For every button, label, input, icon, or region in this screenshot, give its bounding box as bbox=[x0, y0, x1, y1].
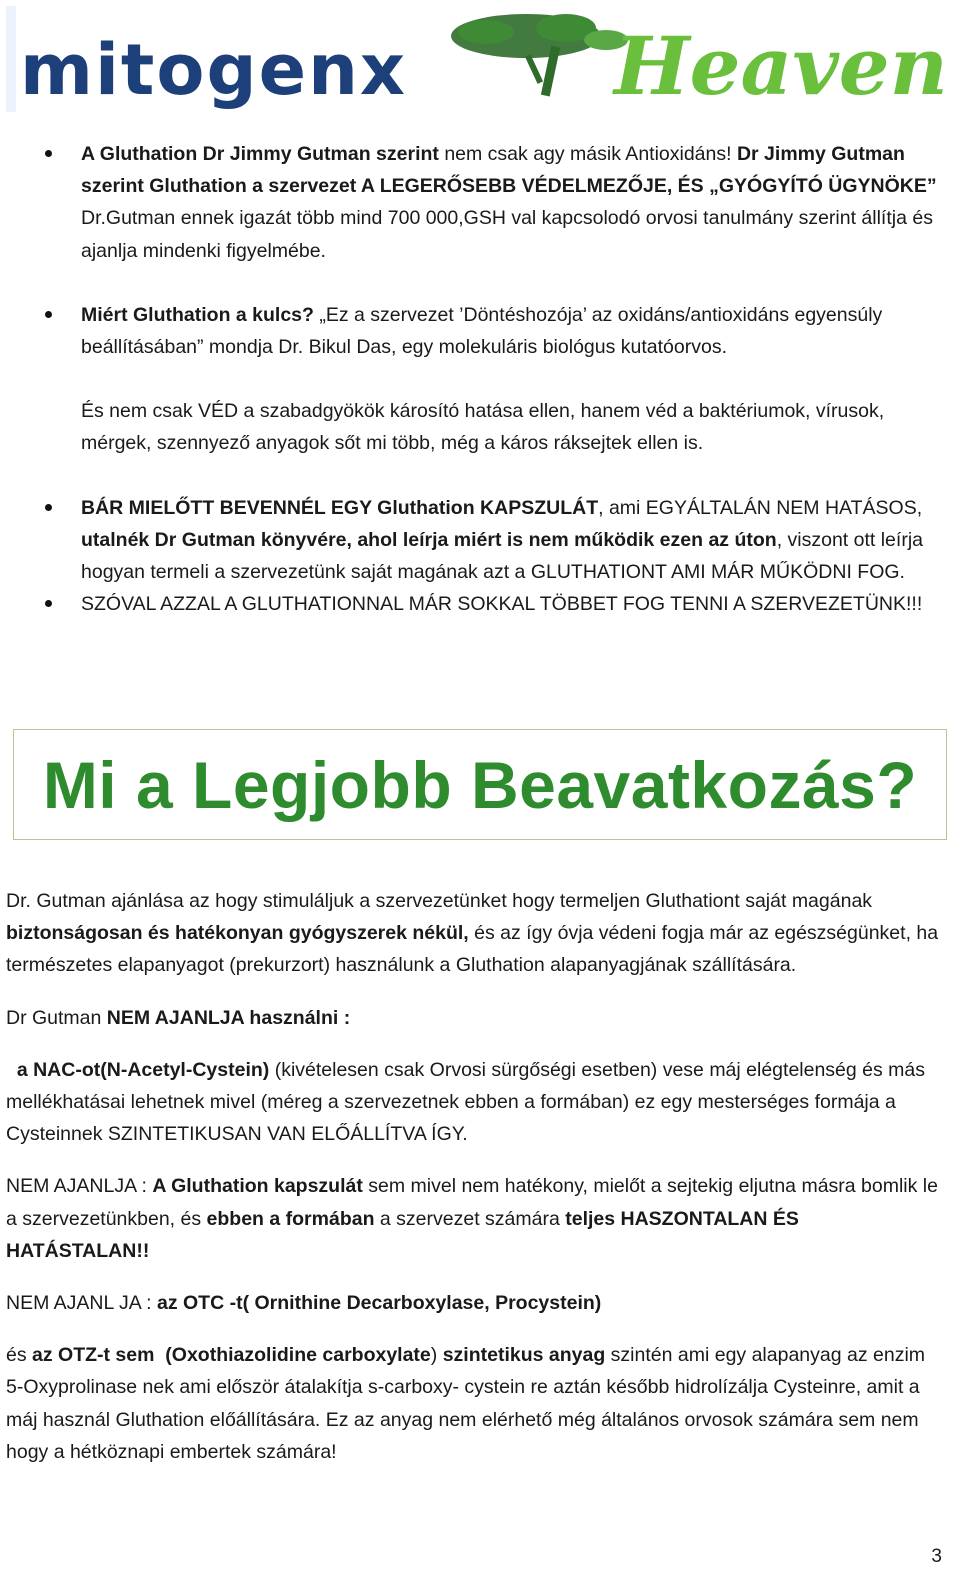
text-bold: NEM AJANLJA használni : bbox=[106, 1006, 351, 1029]
text-bold: BÁR MIELŐTT BEVENNÉL EGY Gluthation KAPSZULÁT bbox=[81, 496, 599, 519]
text: ) bbox=[430, 1344, 443, 1367]
text-bold: A Gluthation Dr Jimmy Gutman szerint bbox=[81, 143, 439, 165]
text: NEM AJANLJA : bbox=[6, 1175, 153, 1198]
text: sem mivel nem hatékony, mielőt a sejtekig eljutna másra bomlik le a szervezetünkben, és bbox=[6, 1175, 938, 1230]
text-bold: Miért Gluthation a kulcs? bbox=[81, 303, 314, 326]
text-bold: szintetikus anyag bbox=[442, 1344, 606, 1367]
text: „Ez a szervezet ’Döntéshozója’ az oxidáns/antioxidáns egyensúly beállításában” mondja Dr. Bikul Das, egy molekuláris biológus kutatóorvos. bbox=[81, 303, 883, 359]
text: Dr.Gutman ennek igazát több mind 700 000,GSH val kapcsolodó orvosi tanulmány szerint állítja és ajanlja mindenki figyelmébe. bbox=[81, 207, 933, 262]
text: , viszont ott leírja hogyan termeli a szervezetünk saját magának azt a GLUTHATIONT AMI MÁR MŰKÖDNI FOG. bbox=[81, 528, 923, 584]
text-bold: (Oxothiazolidine carboxylate bbox=[165, 1344, 431, 1367]
text-bold: az OTC -t( Ornithine Decarboxylase, Procystein) bbox=[157, 1292, 602, 1315]
page-heading: Mi a Legjobb Beavatkozás? bbox=[42, 748, 918, 822]
paragraph bbox=[6, 1287, 946, 1319]
list-item-continuation bbox=[0, 395, 960, 459]
text: (kivételesen csak Orvosi sürgőségi esetben) vese máj elégtelenség és más mellékhatásai lehetnek mivel (méreg a szervezetnek ebben a formában) ez egy mesterséges formája a Cysteinnek SZINTETIKUSAN VAN ELŐÁLLÍTVA ÍGY. bbox=[6, 1058, 926, 1146]
page-number: 3 bbox=[931, 1546, 942, 1567]
text: , ami EGYÁLTALÁN NEM HATÁSOS, bbox=[598, 496, 923, 519]
text: a szervezet számára bbox=[374, 1207, 566, 1230]
text-bold: biztonságosan és hatékonyan gyógyszerek nékül, bbox=[6, 922, 469, 945]
text: Dr Gutman bbox=[6, 1006, 107, 1029]
text-bold: utalnék Dr Gutman könyvére, ahol leírja miért is nem működik ezen az úton bbox=[81, 528, 777, 551]
bullet-list bbox=[0, 138, 960, 620]
text: És nem csak VÉD a szabadgyökök károsító hatása ellen, hanem véd a baktériumok, vírusok, mérgek, szennyező anyagok sőt mi több, még a káros ráksejtek ellen is. bbox=[81, 400, 885, 455]
text-bold: Dr Jimmy Gutman szerint Gluthation a szervezet A LEGERŐSEBB VÉDELMEZŐJE, ÉS „GYÓGYÍTÓ ÜGYNÖKE” bbox=[81, 143, 937, 198]
list-item bbox=[0, 588, 960, 620]
text-bold: az OTZ-t sem bbox=[32, 1344, 155, 1367]
text bbox=[154, 1344, 165, 1366]
text: Dr. Gutman ajánlása az hogy stimuláljuk a szervezetünket hogy termeljen Gluthationt saját magának bbox=[6, 890, 873, 912]
tree-icon bbox=[451, 14, 628, 96]
text-bold: ebben a formában bbox=[206, 1207, 375, 1230]
list-item bbox=[0, 138, 960, 267]
list-item bbox=[0, 492, 960, 589]
text-bold: teljes HASZONTALAN ÉS HATÁSTALAN!! bbox=[6, 1207, 799, 1262]
paragraph bbox=[6, 885, 946, 982]
logo bbox=[6, 6, 954, 112]
text: nem csak agy másik Antioxidáns! bbox=[438, 143, 737, 165]
text: szintén ami egy alapanyag az enzim 5-Oxyprolinase nek ami először átalakítja s-carboxy- cystein re aztán később hidrolízálja Cysteinre, amit a máj használ Gluthation előállítására. Ez az anyag nem elérhető még általános orvosok számára sem nem hogy a hétköznapi embertek számára! bbox=[6, 1344, 926, 1463]
body-text bbox=[6, 885, 946, 1488]
paragraph bbox=[6, 1054, 946, 1151]
text: és bbox=[6, 1344, 33, 1367]
paragraph bbox=[6, 1170, 946, 1267]
heading-box bbox=[13, 729, 947, 840]
logo-graphic bbox=[6, 6, 954, 112]
text-bold: a NAC-ot(N-Acetyl-Cystein) bbox=[6, 1058, 270, 1081]
logo-text-right: Heaven bbox=[614, 19, 948, 112]
text: SZÓVAL AZZAL A GLUTHATIONNAL MÁR SOKKAL TÖBBET FOG TENNI A SZERVEZETÜNK!!! bbox=[81, 593, 923, 616]
paragraph bbox=[6, 1339, 946, 1468]
text-bold: A Gluthation kapszulát bbox=[152, 1175, 363, 1198]
text: NEM AJANL JA : bbox=[6, 1292, 157, 1315]
list-item bbox=[0, 299, 960, 363]
paragraph bbox=[6, 1002, 946, 1034]
text: és az így óvja védeni fogja már az egészségünket, ha természetes elapanyagot (prekurzort) használunk a Gluthation alapanyagjának szállítására. bbox=[6, 922, 939, 977]
logo-text-left: mitogenx bbox=[20, 29, 408, 111]
